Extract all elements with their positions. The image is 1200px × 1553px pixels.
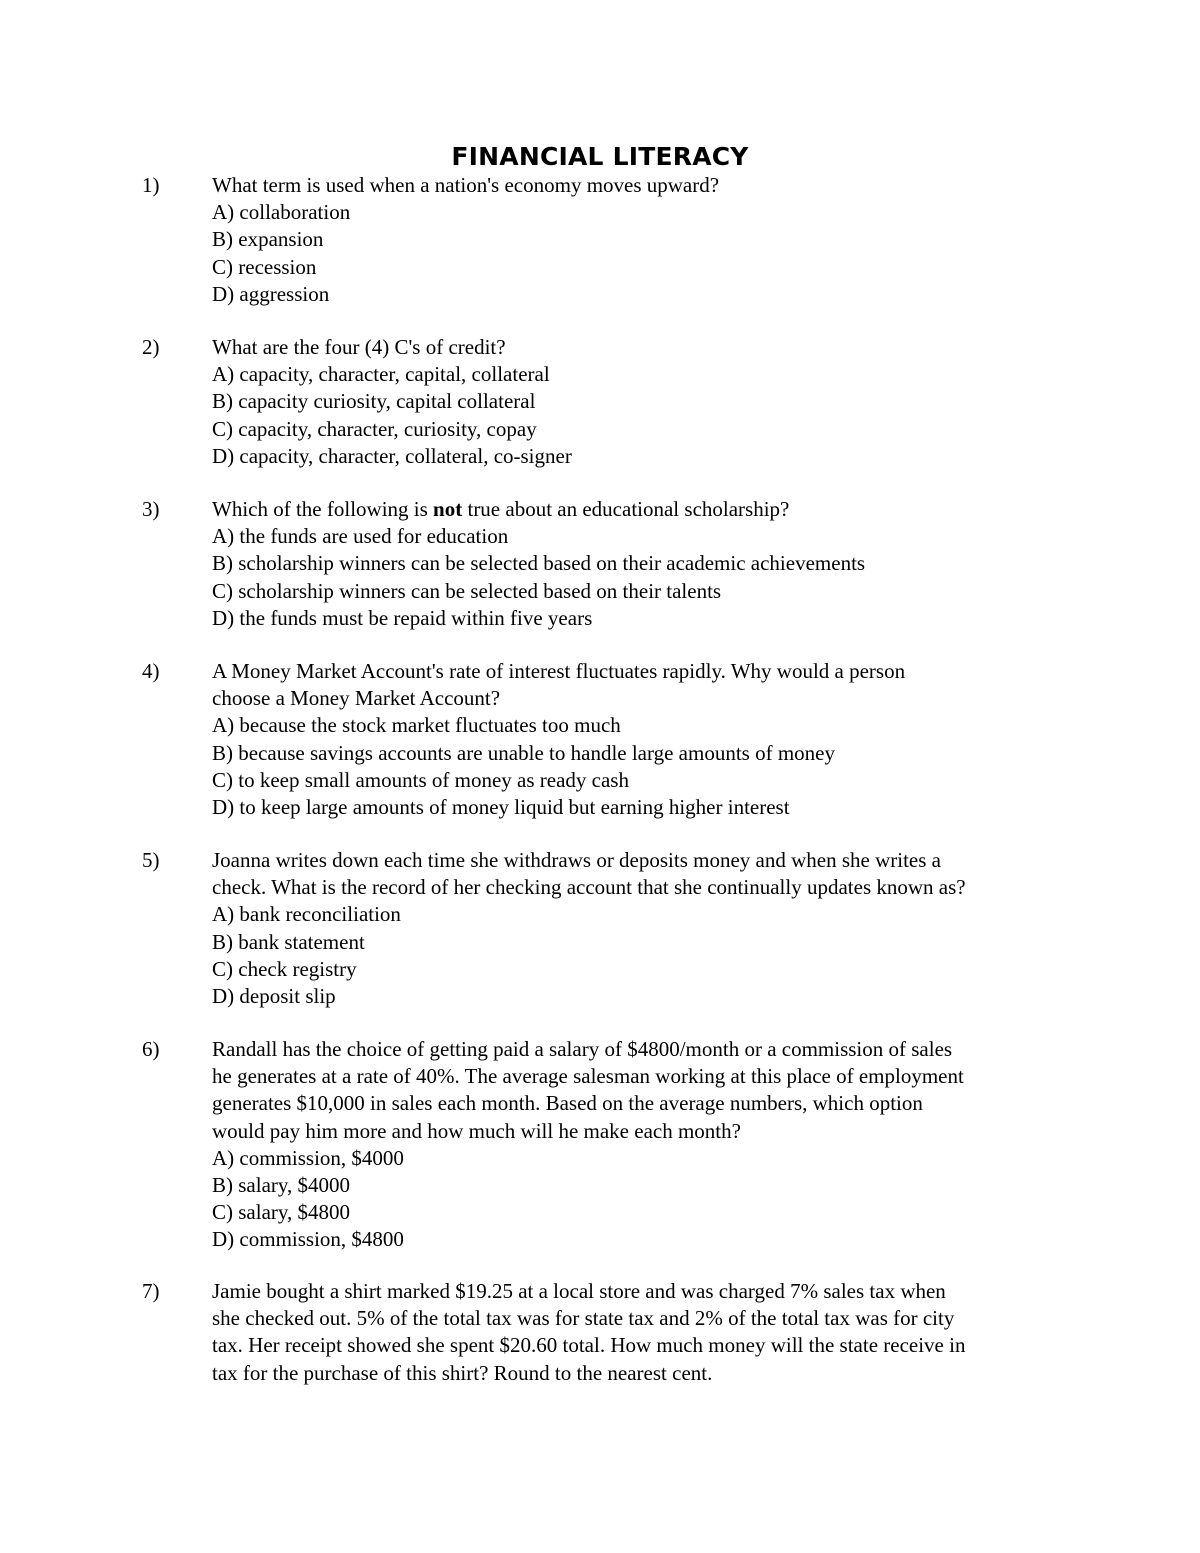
question-1 [142, 172, 1072, 308]
answer-option-a: A) collaboration [212, 200, 351, 225]
emphasized-word: not [433, 497, 463, 521]
answer-option-b: B) capacity curiosity, capital collateral [212, 389, 536, 414]
question-stem [212, 496, 1072, 523]
answer-option-d: D) commission, $4800 [212, 1227, 404, 1252]
question-stem-line-2: choose a Money Market Account? [212, 686, 501, 711]
answer-option-a: A) the funds are used for education [212, 524, 509, 549]
answer-option-b: B) because savings accounts are unable to handle large amounts of money [212, 740, 835, 765]
stem-text-before: Which of the following is [212, 497, 434, 521]
question-stem-line-4: tax for the purchase of this shirt? Round to the nearest cent. [212, 1360, 713, 1385]
question-stem-line-2: he generates at a rate of 40%. The average salesman working at this place of employment [212, 1064, 964, 1089]
answer-option-d: D) to keep large amounts of money liquid but earning higher interest [212, 795, 790, 820]
answer-option-c: C) check registry [212, 956, 357, 981]
answer-option-d: D) the funds must be repaid within five years [212, 605, 593, 630]
question-number: 1) [142, 173, 160, 197]
question-number: 6) [142, 1037, 160, 1061]
answer-option-c: C) to keep small amounts of money as ready cash [212, 767, 629, 792]
question-number: 4) [142, 659, 160, 683]
question-4 [142, 658, 1072, 821]
answer-option-b: B) scholarship winners can be selected based on their academic achievements [212, 551, 866, 576]
answer-option-a: A) capacity, character, capital, collateral [212, 362, 550, 387]
answer-option-b: B) salary, $4000 [212, 1173, 351, 1198]
answer-option-a: A) commission, $4000 [212, 1145, 404, 1170]
question-5 [142, 847, 1072, 1010]
question-stem-line-2: she checked out. 5% of the total tax was for state tax and 2% of the total tax was for city [212, 1306, 955, 1331]
question-stem-line-4: would pay him more and how much will he make each month? [212, 1118, 741, 1143]
answer-option-d: D) deposit slip [212, 984, 336, 1009]
question-stem-line-1: Randall has the choice of getting paid a salary of $4800/month or a commission of sales [212, 1037, 953, 1061]
answer-option-a: A) bank reconciliation [212, 902, 401, 927]
answer-option-c: C) recession [212, 254, 317, 279]
question-3 [142, 496, 1072, 632]
question-6 [142, 1036, 1072, 1254]
document-title: FINANCIAL LITERACY [451, 142, 749, 171]
question-stem-line-3: tax. Her receipt showed she spent $20.60 total. How much money will the state receive in [212, 1333, 966, 1358]
answer-option-b: B) expansion [212, 227, 324, 252]
question-stem-line-2: check. What is the record of her checking account that she continually updates known as? [212, 875, 966, 900]
answer-option-a: A) because the stock market fluctuates too much [212, 713, 621, 738]
question-number: 5) [142, 848, 160, 872]
question-stem: What are the four (4) C's of credit? [212, 335, 506, 359]
answer-option-d: D) aggression [212, 281, 330, 306]
answer-option-c: C) scholarship winners can be selected based on their talents [212, 578, 722, 603]
question-stem-line-1: Joanna writes down each time she withdraws or deposits money and when she writes a [212, 848, 941, 872]
question-number: 7) [142, 1279, 160, 1303]
question-number: 2) [142, 335, 160, 359]
question-7 [142, 1278, 1072, 1387]
question-stem-line-3: generates $10,000 in sales each month. Based on the average numbers, which option [212, 1091, 923, 1116]
answer-option-c: C) salary, $4800 [212, 1200, 351, 1225]
question-number: 3) [142, 497, 160, 521]
answer-option-c: C) capacity, character, curiosity, copay [212, 416, 537, 441]
question-stem-line-1: Jamie bought a shirt marked $19.25 at a local store and was charged 7% sales tax when [212, 1279, 946, 1303]
question-stem-line-1: A Money Market Account's rate of interest fluctuates rapidly. Why would a person [212, 659, 906, 683]
question-stem: What term is used when a nation's economy moves upward? [212, 173, 720, 197]
stem-text-after: true about an educational scholarship? [462, 497, 790, 521]
answer-option-d: D) capacity, character, collateral, co-signer [212, 443, 572, 468]
question-2 [142, 334, 1072, 470]
answer-option-b: B) bank statement [212, 929, 365, 954]
